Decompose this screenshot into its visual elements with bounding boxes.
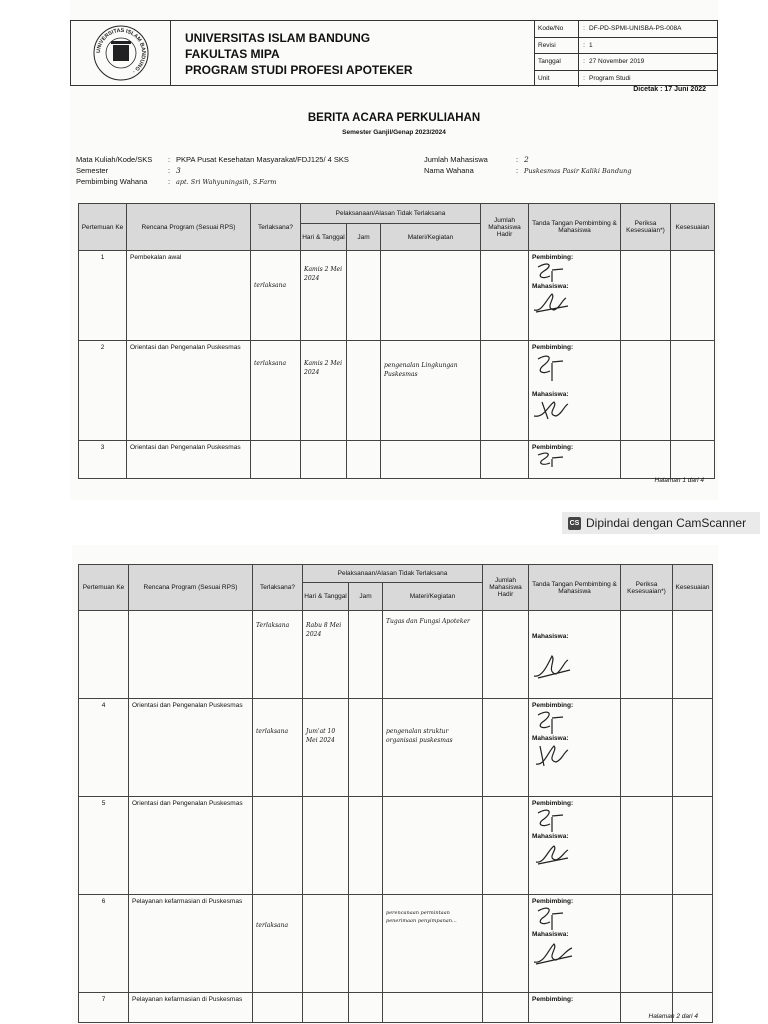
material-cell <box>381 441 481 479</box>
day-cell <box>301 441 347 479</box>
match-cell <box>673 699 713 797</box>
semester-label: Semester <box>76 166 109 175</box>
meta-key: Unit <box>535 71 579 88</box>
day-cell: Jum'at 10 Mei 2024 <box>303 699 349 797</box>
table-row <box>79 699 713 797</box>
course-info-right: Jumlah Mahasiswa : 2 Nama Wahana : Puskesmas Pasir Kaliki Bandung <box>424 155 632 175</box>
printed-date: Dicetak : 17 Juni 2022 <box>633 86 706 93</box>
supervisor-sig-label: Pembimbing: <box>532 444 574 451</box>
col-present: Jumlah Mahasiswa Hadir <box>483 565 529 611</box>
plan-cell: Pelayanan kefarmasian di Puskesmas <box>129 895 253 993</box>
check-cell <box>621 797 673 895</box>
lecture-table-page-1 <box>78 203 715 479</box>
table-row <box>79 441 715 479</box>
hour-cell <box>347 341 381 441</box>
signature-cell <box>529 341 621 441</box>
table-row <box>79 251 715 341</box>
meta-row: Tanggal : 27 November 2019 <box>535 54 717 71</box>
meeting-number: 2 <box>79 341 127 441</box>
university-seal-icon <box>92 24 150 82</box>
document-page-2 <box>72 545 718 1024</box>
signature-cell <box>529 797 621 895</box>
supervisor-sig-label: Pembimbing: <box>532 800 574 807</box>
plan-cell: Pelayanan kefarmasian di Puskesmas <box>129 993 253 1023</box>
signature-cell <box>529 611 621 699</box>
present-cell <box>483 895 529 993</box>
faculty-name: FAKULTAS MIPA <box>185 47 280 61</box>
student-sig-label: Mahasiswa: <box>532 283 569 290</box>
supervisor-label: Pembimbing Wahana <box>76 177 148 186</box>
meta-value: 27 November 2019 <box>589 58 645 66</box>
col-day: Hari & Tanggal <box>301 224 347 251</box>
student-signature-icon <box>532 290 572 314</box>
col-done: Terlaksana? <box>253 565 303 611</box>
document-page-1 <box>70 0 718 500</box>
col-done: Terlaksana? <box>251 204 301 251</box>
check-cell <box>621 251 671 341</box>
camscanner-badge <box>562 512 760 534</box>
plan-cell: Orientasi dan Pengenalan Puskesmas <box>127 441 251 479</box>
student-signature-icon <box>532 398 572 420</box>
day-cell: Kamis 2 Mei 2024 <box>301 341 347 441</box>
signature-cell <box>529 895 621 993</box>
col-check: Periksa Kesesuaian*) <box>621 204 671 251</box>
supervisor-signature-icon <box>532 807 566 833</box>
present-cell <box>481 251 529 341</box>
status-cell: Terlaksana <box>253 611 303 699</box>
page-footer: Halaman 1 dari 4 <box>654 477 704 484</box>
supervisor-sig-label: Pembimbing: <box>532 898 574 905</box>
course-info-left: Mata Kuliah/Kode/SKS : PKPA Pusat Kesehatan Masyarakat/FDJ125/ 4 SKS Semester : 3 Pembimbing Wahana : apt. Sri Wahyuningsih, S.Farm <box>76 155 349 186</box>
site-value: Puskesmas Pasir Kaliki Bandung <box>524 167 632 175</box>
meeting-number: 6 <box>79 895 129 993</box>
document-title: BERITA ACARA PERKULIAHAN <box>307 112 481 124</box>
institution-block <box>171 21 535 85</box>
material-cell <box>381 251 481 341</box>
material-cell: pengenalan struktur organisasi puskesmas <box>383 699 483 797</box>
plan-cell <box>129 611 253 699</box>
plan-cell: Orientasi dan Pengenalan Puskesmas <box>129 797 253 895</box>
student-sig-label: Mahasiswa: <box>532 735 569 742</box>
table-row <box>79 895 713 993</box>
match-cell <box>671 341 715 441</box>
document-meta <box>535 21 717 85</box>
student-signature-icon <box>532 742 572 768</box>
document-subtitle: Semester Ganjil/Genap 2023/2024 <box>342 129 446 136</box>
student-sig-label: Mahasiswa: <box>532 931 569 938</box>
course-value: PKPA Pusat Kesehatan Masyarakat/FDJ125/ 4 SKS <box>176 155 349 164</box>
day-cell: Kamis 2 Mei 2024 <box>301 251 347 341</box>
meeting-number: 5 <box>79 797 129 895</box>
col-execution: Pelaksanaan/Alasan Tidak Terlaksana <box>303 565 483 583</box>
supervisor-signature-icon <box>532 709 566 735</box>
col-present: Jumlah Mahasiswa Hadir <box>481 204 529 251</box>
meta-value: DF-PD-SPMI-UNISBA-PS-008A <box>589 25 682 33</box>
material-cell <box>383 993 483 1023</box>
students-value: 2 <box>524 155 529 164</box>
match-cell <box>673 797 713 895</box>
table-row <box>79 341 715 441</box>
status-cell: terlaksana <box>251 341 301 441</box>
col-material: Materi/Kegiatan <box>381 224 481 251</box>
meeting-number: 3 <box>79 441 127 479</box>
material-cell: Tugas dan Fungsi Apoteker <box>383 611 483 699</box>
meta-row: Revisi : 1 <box>535 38 717 55</box>
check-cell <box>621 699 673 797</box>
hour-cell <box>347 251 381 341</box>
plan-cell: Pembekalan awal <box>127 251 251 341</box>
hour-cell <box>349 895 383 993</box>
status-cell <box>253 993 303 1023</box>
check-cell <box>621 611 673 699</box>
signature-cell <box>529 699 621 797</box>
hour-cell <box>349 797 383 895</box>
meta-key: Revisi <box>535 38 579 54</box>
present-cell <box>481 441 529 479</box>
course-label: Mata Kuliah/Kode/SKS <box>76 155 153 164</box>
hour-cell <box>349 993 383 1023</box>
meeting-number: 1 <box>79 251 127 341</box>
col-plan: Rencana Program (Sesuai RPS) <box>127 204 251 251</box>
status-cell: terlaksana <box>253 895 303 993</box>
table-row <box>79 993 713 1023</box>
check-cell <box>621 341 671 441</box>
university-logo <box>71 21 171 85</box>
table-row <box>79 611 713 699</box>
student-sig-label: Mahasiswa: <box>532 633 569 640</box>
student-sig-label: Mahasiswa: <box>532 391 569 398</box>
col-hour: Jam <box>347 224 381 251</box>
document-header <box>70 20 718 86</box>
meta-row: Kode/No : DF-PD-SPMI-UNISBA-PS-008A <box>535 21 717 38</box>
student-signature-icon <box>532 650 574 680</box>
lecture-table-page-2 <box>78 564 713 1023</box>
material-cell <box>383 797 483 895</box>
status-cell: terlaksana <box>253 699 303 797</box>
col-check: Periksa Kesesuaian*) <box>621 565 673 611</box>
plan-cell: Orientasi dan Pengenalan Puskesmas <box>127 341 251 441</box>
col-execution: Pelaksanaan/Alasan Tidak Terlaksana <box>301 204 481 224</box>
day-cell <box>303 797 349 895</box>
signature-cell <box>529 441 621 479</box>
col-day: Hari & Tanggal <box>303 583 349 611</box>
col-meeting: Pertemuan Ke <box>79 565 129 611</box>
match-cell <box>673 611 713 699</box>
match-cell <box>673 895 713 993</box>
student-signature-icon <box>532 840 572 866</box>
supervisor-signature-icon <box>532 905 566 931</box>
col-signature: Tanda Tangan Pembimbing & Mahasiswa <box>529 565 621 611</box>
day-cell: Rabu 8 Mei 2024 <box>303 611 349 699</box>
status-cell <box>251 441 301 479</box>
hour-cell <box>347 441 381 479</box>
signature-cell <box>529 993 621 1023</box>
hour-cell <box>349 699 383 797</box>
meta-value: 1 <box>589 41 593 49</box>
supervisor-signature-icon <box>532 261 566 283</box>
university-name: UNIVERSITAS ISLAM BANDUNG <box>185 31 371 45</box>
supervisor-sig-label: Pembimbing: <box>532 702 574 709</box>
camscanner-icon: CS <box>568 517 581 530</box>
hour-cell <box>349 611 383 699</box>
check-cell <box>621 895 673 993</box>
match-cell <box>671 251 715 341</box>
supervisor-signature-icon <box>532 451 566 467</box>
supervisor-sig-label: Pembimbing: <box>532 344 574 351</box>
material-cell: pengenalan Lingkungan Puskesmas <box>381 341 481 441</box>
meta-value: Program Studi <box>589 75 631 83</box>
meta-row: Unit : Program Studi <box>535 71 717 88</box>
meta-key: Tanggal <box>535 54 579 70</box>
site-label: Nama Wahana <box>424 166 474 175</box>
col-match: Kesesuaian <box>673 565 713 611</box>
camscanner-label: Dipindai dengan CamScanner <box>586 516 747 530</box>
day-cell <box>303 895 349 993</box>
meeting-number <box>79 611 129 699</box>
present-cell <box>483 611 529 699</box>
status-cell <box>253 797 303 895</box>
col-signature: Tanda Tangan Pembimbing & Mahasiswa <box>529 204 621 251</box>
check-cell <box>621 441 671 479</box>
signature-cell <box>529 251 621 341</box>
material-cell: perencanaan permintaan penerimaan penyimpanan... <box>383 895 483 993</box>
day-cell <box>303 993 349 1023</box>
semester-value: 3 <box>176 166 181 175</box>
meta-key: Kode/No <box>535 21 579 37</box>
supervisor-value: apt. Sri Wahyuningsih, S.Farm <box>176 178 277 186</box>
col-meeting: Pertemuan Ke <box>79 204 127 251</box>
col-match: Kesesuaian <box>671 204 715 251</box>
students-label: Jumlah Mahasiswa <box>424 155 488 164</box>
col-material: Materi/Kegiatan <box>383 583 483 611</box>
meeting-number: 4 <box>79 699 129 797</box>
present-cell <box>483 993 529 1023</box>
present-cell <box>483 797 529 895</box>
page-footer: Halaman 2 dari 4 <box>648 1013 698 1020</box>
meeting-number: 7 <box>79 993 129 1023</box>
supervisor-sig-label: Pembimbing: <box>532 254 574 261</box>
col-plan: Rencana Program (Sesuai RPS) <box>129 565 253 611</box>
plan-cell: Orientasi dan Pengenalan Puskesmas <box>129 699 253 797</box>
table-row <box>79 797 713 895</box>
match-cell <box>671 441 715 479</box>
student-signature-icon <box>532 938 576 966</box>
status-cell: terlaksana <box>251 251 301 341</box>
student-sig-label: Mahasiswa: <box>532 833 569 840</box>
col-hour: Jam <box>349 583 383 611</box>
present-cell <box>481 341 529 441</box>
program-name: PROGRAM STUDI PROFESI APOTEKER <box>185 63 413 77</box>
supervisor-sig-label: Pembimbing: <box>532 996 574 1003</box>
supervisor-signature-icon <box>532 351 566 383</box>
present-cell <box>483 699 529 797</box>
svg-text:UNIVERSITAS ISLAM BANDUNG ·: UNIVERSITAS ISLAM BANDUNG · <box>95 27 146 75</box>
